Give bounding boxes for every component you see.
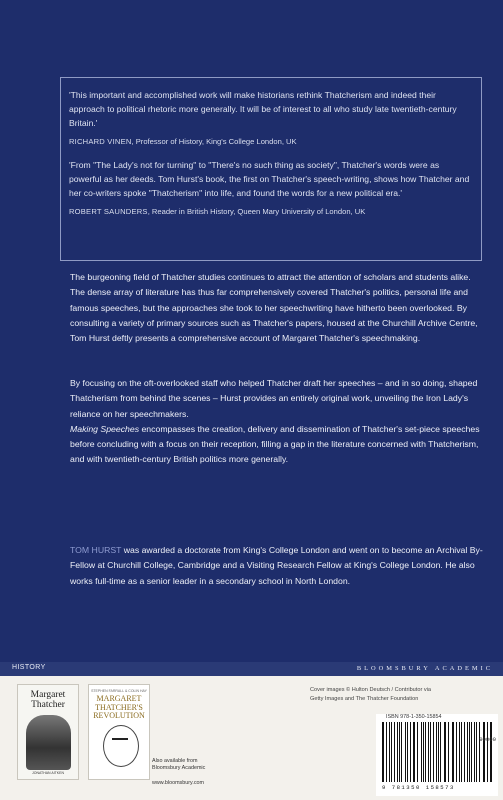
related-book-title bbox=[89, 695, 149, 721]
barcode-stripe bbox=[459, 722, 460, 782]
also-available-note bbox=[152, 758, 205, 772]
barcode-stripe bbox=[476, 722, 477, 782]
back-cover-footer bbox=[0, 662, 503, 800]
related-book-cover-2 bbox=[88, 684, 150, 780]
title-line: MARGARET bbox=[96, 694, 142, 703]
barcode-stripe bbox=[383, 722, 384, 782]
description-text-part: encompasses the creation, delivery and dissemination of Thatcher's set-piece speeches before concluding with a focus on their reception, filling a gap in the literature concerned with Thatcherism, and with twentieth-century British politics more generally. bbox=[70, 423, 480, 465]
description-paragraph-2 bbox=[70, 376, 484, 468]
barcode-digits: 9 781350 158573 bbox=[382, 784, 455, 791]
endorsement-attribution bbox=[69, 206, 473, 218]
endorser-role: , Reader in British History, Queen Mary University of London, UK bbox=[147, 207, 366, 216]
category-bar bbox=[0, 662, 503, 676]
book-title-italic: Making Speeches bbox=[70, 423, 140, 434]
endorser-name: RICHARD VINEN bbox=[69, 137, 132, 146]
barcode-stripe bbox=[428, 722, 429, 782]
barcode-stripe bbox=[445, 722, 446, 782]
credits-line: Cover images © Hulton Deutsch / Contributor via bbox=[310, 687, 432, 693]
endorser-role: , Professor of History, King's College London, UK bbox=[131, 137, 297, 146]
title-line: Thatcher bbox=[31, 700, 65, 710]
related-book-author: JONATHAN AITKEN bbox=[31, 771, 65, 775]
endorser-name: ROBERT SAUNDERS bbox=[69, 207, 148, 216]
barcode-addon: 90000 bbox=[479, 736, 496, 743]
barcode bbox=[382, 722, 494, 782]
publisher-name: BLOOMSBURY ACADEMIC bbox=[356, 664, 493, 672]
author-bio bbox=[70, 543, 484, 589]
title-line: REVOLUTION bbox=[93, 711, 145, 720]
barcode-stripe bbox=[440, 722, 441, 782]
related-book-title bbox=[18, 690, 78, 710]
barcode-stripe bbox=[433, 722, 434, 782]
related-book-authors: STEPHEN FARRALL & COLIN HAY bbox=[91, 689, 147, 693]
also-line: Bloomsbury Academic bbox=[152, 765, 206, 771]
barcode-stripe bbox=[405, 722, 406, 782]
barcode-stripe bbox=[491, 722, 492, 782]
credits-line: Getty Images and The Thatcher Foundation bbox=[310, 695, 419, 702]
also-line: Also available from bbox=[152, 758, 198, 764]
description-text: The burgeoning field of Thatcher studies continues to attract the attention of scholars and students alike. The dense array of literature has thus far comprehensively covered Thatcher's politics, personal life and famous speeches, but the approaches she took to her speechwriting have hitherto been overlooked. By consulting a variety of primary sources such as Thatcher's papers, housed at the Churchill Archive Centre, Tom Hurst deftly presents a comprehensive account of Margaret Thatcher's speechmaking. bbox=[70, 272, 478, 344]
cover-credits bbox=[310, 686, 431, 703]
barcode-stripe bbox=[453, 722, 454, 782]
barcode-panel bbox=[376, 714, 498, 796]
barcode-stripe bbox=[467, 722, 468, 782]
endorsement-quote: 'This important and accomplished work will make historians rethink Thatcherism and indeed their approach to political rhetoric more generally. It will be of interest to all who study late twentieth-century Britain.' bbox=[69, 90, 457, 128]
author-name: TOM HURST bbox=[70, 545, 122, 555]
face-illustration bbox=[103, 725, 139, 767]
barcode-stripe bbox=[421, 722, 422, 782]
description-paragraph-1 bbox=[70, 270, 484, 346]
related-book-cover-1 bbox=[17, 684, 79, 780]
endorsement-attribution bbox=[69, 136, 473, 148]
barcode-stripe bbox=[407, 722, 408, 782]
title-line: Margaret bbox=[30, 690, 66, 700]
description-text bbox=[70, 376, 484, 468]
portrait-photo bbox=[26, 715, 71, 770]
title-line: THATCHER'S bbox=[95, 702, 143, 712]
description-text-part: By focusing on the oft-overlooked staff who helped Thatcher draft her speeches – and in so doing, shaped Thatcherism from behind the scenes – Hurst provides an entirely original work, unveiling the Iron Lady's reliance on her speechmakers. bbox=[70, 378, 478, 419]
publisher-website: www.bloomsbury.com bbox=[152, 780, 205, 786]
barcode-stripe bbox=[474, 722, 475, 782]
author-bio-text bbox=[70, 543, 484, 589]
author-bio-body: was awarded a doctorate from King's College London and went on to become an Archival By-Fellow at Churchill College, Cambridge and a Visiting Research Fellow at King's College London. He also works full-time as a senior leader in a secondary school in North London. bbox=[70, 545, 483, 586]
isbn-label: ISBN 978-1-350-15854 bbox=[386, 714, 442, 720]
barcode-stripe bbox=[484, 722, 485, 782]
endorsement-quote: 'From "The Lady's not for turning" to "There's no such thing as society", Thatcher's words were as powerful as her deeds. Tom Hurst's book, the first on Thatcher's speech-writing, shows how Thatcher and her co-writers spoke "Thatcherism" into life, and found the words for a new political era.' bbox=[69, 160, 470, 198]
endorsement-box bbox=[60, 77, 482, 261]
category-label: HISTORY bbox=[12, 664, 46, 671]
barcode-stripe bbox=[397, 722, 398, 782]
barcode-stripe bbox=[391, 722, 392, 782]
barcode-stripe bbox=[414, 722, 415, 782]
